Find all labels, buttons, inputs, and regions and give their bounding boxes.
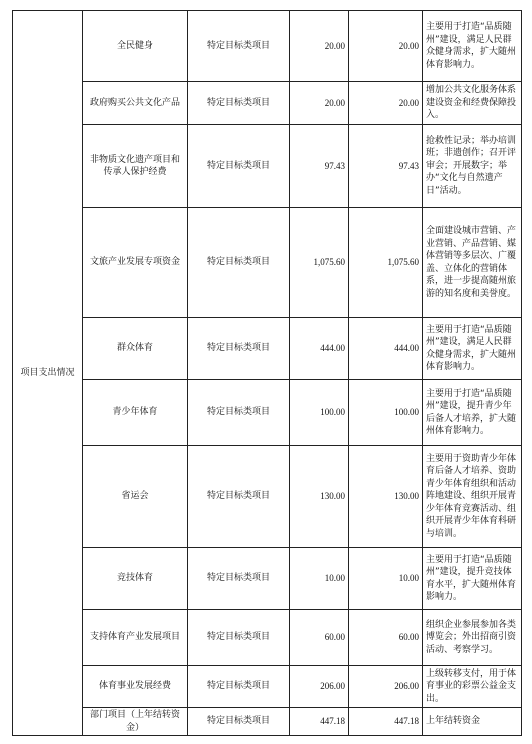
budget-value: 206.00 <box>290 666 349 708</box>
amount-value: 444.00 <box>349 318 423 380</box>
project-expenditure-table <box>12 10 522 736</box>
budget-value: 444.00 <box>290 318 349 380</box>
project-name: 全民健身 <box>83 11 188 82</box>
amount-value: 10.00 <box>349 548 423 610</box>
table-row <box>13 708 522 736</box>
project-type: 特定目标类项目 <box>188 82 290 125</box>
project-name: 文旅产业发展专项资金 <box>83 208 188 318</box>
project-name: 支持体育产业发展项目 <box>83 610 188 666</box>
table-row <box>13 318 522 380</box>
table-row <box>13 666 522 708</box>
amount-value: 20.00 <box>349 11 423 82</box>
project-type: 特定目标类项目 <box>188 125 290 208</box>
section-label: 项目支出情况 <box>13 11 83 736</box>
budget-value: 20.00 <box>290 11 349 82</box>
project-description: 全面建设城市营销、产业营销、产品营销、媒体营销等多层次、广覆盖、立体化的营销体系，进一步提高随州旅游的知名度和美誉度。 <box>423 208 522 318</box>
project-type: 特定目标类项目 <box>188 548 290 610</box>
project-name: 省运会 <box>83 446 188 548</box>
project-description: 增加公共文化服务体系建设资金和经费保障投入。 <box>423 82 522 125</box>
project-description: 上级转移支付，用于体育事业的彩票公益金支出。 <box>423 666 522 708</box>
project-description: 主要用于打造“品质随州”建设，提升青少年后备人才培养，扩大随州体育影响力。 <box>423 380 522 446</box>
budget-value: 20.00 <box>290 82 349 125</box>
amount-value: 1,075.60 <box>349 208 423 318</box>
project-name: 竞技体育 <box>83 548 188 610</box>
table-row <box>13 82 522 125</box>
project-name: 群众体育 <box>83 318 188 380</box>
budget-value: 447.18 <box>290 708 349 736</box>
project-name: 政府购买公共文化产品 <box>83 82 188 125</box>
amount-value: 100.00 <box>349 380 423 446</box>
amount-value: 60.00 <box>349 610 423 666</box>
project-description: 主要用于打造“品质随州”建设，满足人民群众健身需求，扩大随州体育影响力。 <box>423 318 522 380</box>
project-type: 特定目标类项目 <box>188 380 290 446</box>
budget-value: 10.00 <box>290 548 349 610</box>
project-type: 特定目标类项目 <box>188 610 290 666</box>
project-type: 特定目标类项目 <box>188 446 290 548</box>
project-type: 特定目标类项目 <box>188 708 290 736</box>
amount-value: 447.18 <box>349 708 423 736</box>
project-type: 特定目标类项目 <box>188 318 290 380</box>
project-description: 主要用于打造“品质随州”建设，满足人民群众健身需求，扩大随州体育影响力。 <box>423 11 522 82</box>
table-row <box>13 610 522 666</box>
project-description: 组织企业参展参加各类博览会；外出招商引资活动、考察学习。 <box>423 610 522 666</box>
budget-value: 130.00 <box>290 446 349 548</box>
project-type: 特定目标类项目 <box>188 208 290 318</box>
budget-value: 60.00 <box>290 610 349 666</box>
budget-value: 100.00 <box>290 380 349 446</box>
budget-value: 97.43 <box>290 125 349 208</box>
project-name: 青少年体育 <box>83 380 188 446</box>
table-row <box>13 548 522 610</box>
table-row <box>13 446 522 548</box>
project-description: 主要用于资助青少年体育后备人才培养、资助青少年体育组织和活动阵地建设、组织开展青少年体育竞赛活动、组织开展青少年体育科研与培训。 <box>423 446 522 548</box>
amount-value: 20.00 <box>349 82 423 125</box>
budget-value: 1,075.60 <box>290 208 349 318</box>
project-description: 上年结转资金 <box>423 708 522 736</box>
project-description: 主要用于打造“品质随州”建设，提升竞技体育水平，扩大随州体育影响力。 <box>423 548 522 610</box>
table-row <box>13 208 522 318</box>
project-name: 部门项目（上年结转资金） <box>83 708 188 736</box>
table-row <box>13 11 522 82</box>
project-type: 特定目标类项目 <box>188 11 290 82</box>
table-row <box>13 125 522 208</box>
project-type: 特定目标类项目 <box>188 666 290 708</box>
amount-value: 130.00 <box>349 446 423 548</box>
table-row <box>13 380 522 446</box>
project-description: 抢救性记录；举办培训班；非遗创作；召开评审会；开展数字；举办“文化与自然遗产日”活动。 <box>423 125 522 208</box>
project-name: 非物质文化遗产项目和传承人保护经费 <box>83 125 188 208</box>
amount-value: 206.00 <box>349 666 423 708</box>
amount-value: 97.43 <box>349 125 423 208</box>
project-name: 体育事业发展经费 <box>83 666 188 708</box>
